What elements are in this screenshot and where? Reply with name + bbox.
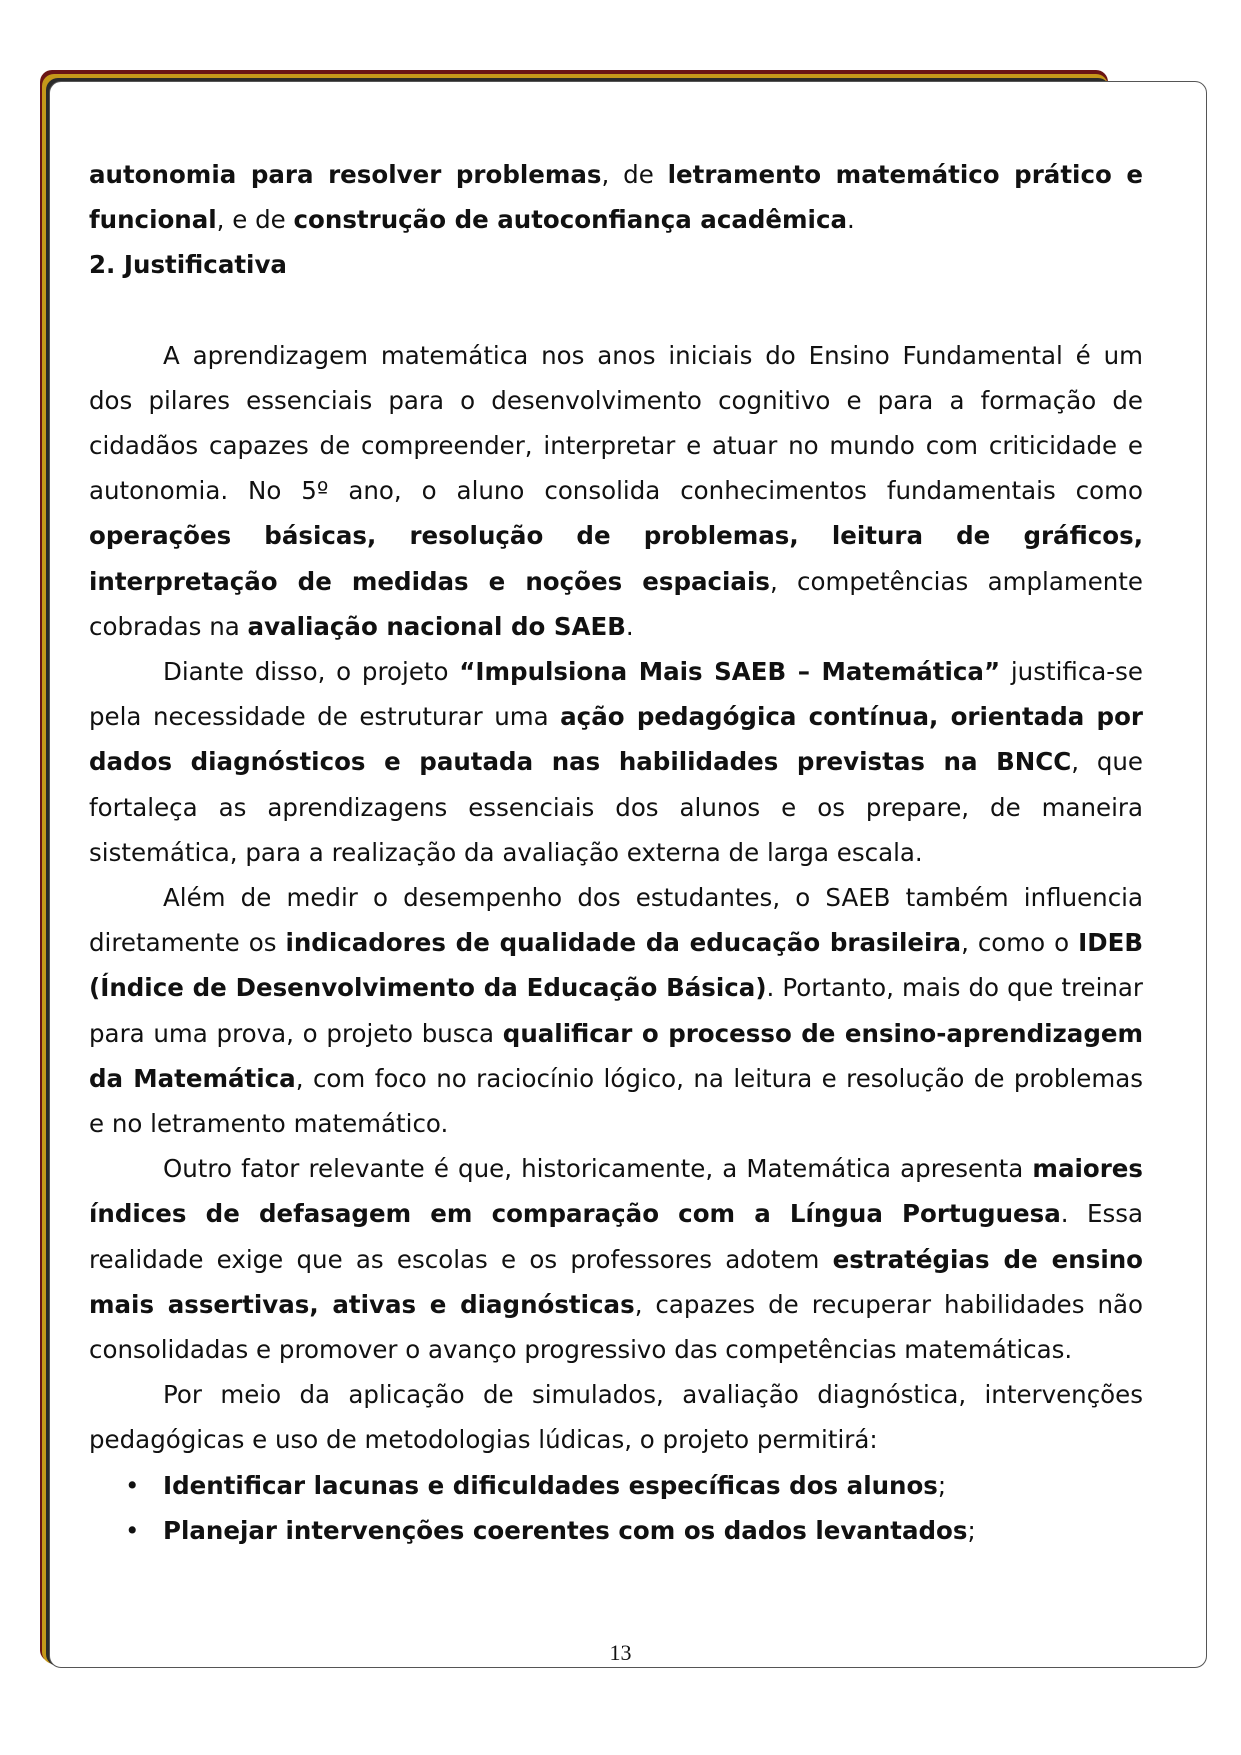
p4-text-3: , capazes de recuperar habilidades não consolidadas e promover o avanço progressivo das competências matemáticas. bbox=[89, 1289, 1143, 1365]
p1-bold-1: operações básicas, resolução de problemas, leitura de gráficos, interpretação de medidas e noções espaciais bbox=[89, 521, 1143, 596]
paragraph-2 bbox=[89, 649, 1143, 875]
p2-bold-2: ação pedagógica contínua, orientada por dados diagnósticos e pautada nas habilidades previstas na BNCC bbox=[89, 702, 1143, 777]
bullet-list bbox=[89, 1463, 1143, 1553]
p2-text-2: justifica-se pela necessidade de estruturar uma bbox=[89, 657, 1143, 732]
p3-text-4: , com foco no raciocínio lógico, na leitura e resolução de problemas e no letramento matemático. bbox=[89, 1063, 1143, 1139]
p1-text-3: . bbox=[625, 611, 634, 641]
intro-paragraph bbox=[89, 152, 1143, 242]
paragraph-5 bbox=[89, 1372, 1143, 1462]
p4-bold-2: estratégias de ensino mais assertivas, ativas e diagnósticas bbox=[89, 1244, 1143, 1319]
p2-text-3: , que fortaleça as aprendizagens essenciais dos alunos e os prepare, de maneira sistemática, para a realização da avaliação externa de larga escala. bbox=[89, 747, 1143, 867]
p4-text-2: . Essa realidade exige que as escolas e os professores adotem bbox=[89, 1199, 1143, 1274]
bullet-icon: • bbox=[125, 1515, 140, 1545]
bullet-tail: ; bbox=[967, 1515, 976, 1545]
p5-text-1: Por meio da aplicação de simulados, avaliação diagnóstica, intervenções pedagógicas e uso de metodologias lúdicas, o projeto permitirá: bbox=[89, 1380, 1143, 1455]
p1-text-1: A aprendizagem matemática nos anos iniciais do Ensino Fundamental é um dos pilares essenciais para o desenvolvimento cognitivo e para a formação de cidadãos capazes de compreender, interpretar e atuar no mundo com criticidade e autonomia. No 5º ano, o aluno consolida conhecimentos fundamentais como bbox=[89, 340, 1143, 506]
bullet-icon: • bbox=[125, 1470, 140, 1500]
p3-bold-3: qualificar o processo de ensino-aprendizagem da Matemática bbox=[89, 1018, 1144, 1093]
p3-text-1: Além de medir o desempenho dos estudantes, o SAEB também influencia diretamente os bbox=[89, 883, 1143, 958]
intro-text-1: , de bbox=[601, 160, 668, 189]
intro-bold-2: letramento matemático prático e funcional bbox=[89, 160, 1143, 235]
p3-text-2: , como o bbox=[961, 928, 1079, 958]
p1-text-2: , competências amplamente cobradas na bbox=[89, 566, 1143, 641]
p4-bold-1: maiores índices de defasagem em comparação com a Língua Portuguesa bbox=[89, 1154, 1143, 1229]
intro-text-2: , e de bbox=[216, 205, 294, 235]
page-number: 13 bbox=[609, 1640, 632, 1665]
p2-text-1: Diante disso, o projeto bbox=[163, 657, 460, 687]
spacer bbox=[89, 288, 1143, 333]
paragraph-4 bbox=[89, 1146, 1143, 1372]
p2-bold-1: “Impulsiona Mais SAEB – Matemática” bbox=[459, 657, 1001, 687]
p3-bold-2: IDEB (Índice de Desenvolvimento da Educação Básica) bbox=[89, 928, 1143, 1003]
list-item bbox=[89, 1508, 1143, 1553]
document-body bbox=[89, 152, 1143, 1553]
p3-text-3: . Portanto, mais do que treinar para uma prova, o projeto busca bbox=[89, 973, 1143, 1048]
paragraph-1 bbox=[89, 333, 1143, 649]
intro-bold-1: autonomia para resolver problemas bbox=[89, 160, 602, 189]
list-item bbox=[89, 1463, 1143, 1508]
paragraph-3 bbox=[89, 875, 1143, 1146]
bullet-bold-text: Identificar lacunas e dificuldades específicas dos alunos bbox=[163, 1470, 938, 1500]
p3-bold-1: indicadores de qualidade da educação brasileira bbox=[285, 928, 962, 958]
intro-text-3: . bbox=[847, 205, 855, 235]
p1-bold-2: avaliação nacional do SAEB bbox=[247, 611, 626, 641]
p4-text-1: Outro fator relevante é que, historicamente, a Matemática apresenta bbox=[163, 1154, 1033, 1184]
bullet-tail: ; bbox=[937, 1470, 947, 1500]
section-heading: 2. Justificativa bbox=[89, 250, 287, 280]
intro-bold-3: construção de autoconfiança acadêmica bbox=[293, 205, 848, 235]
bullet-bold-text: Planejar intervenções coerentes com os dados levantados bbox=[163, 1515, 968, 1545]
